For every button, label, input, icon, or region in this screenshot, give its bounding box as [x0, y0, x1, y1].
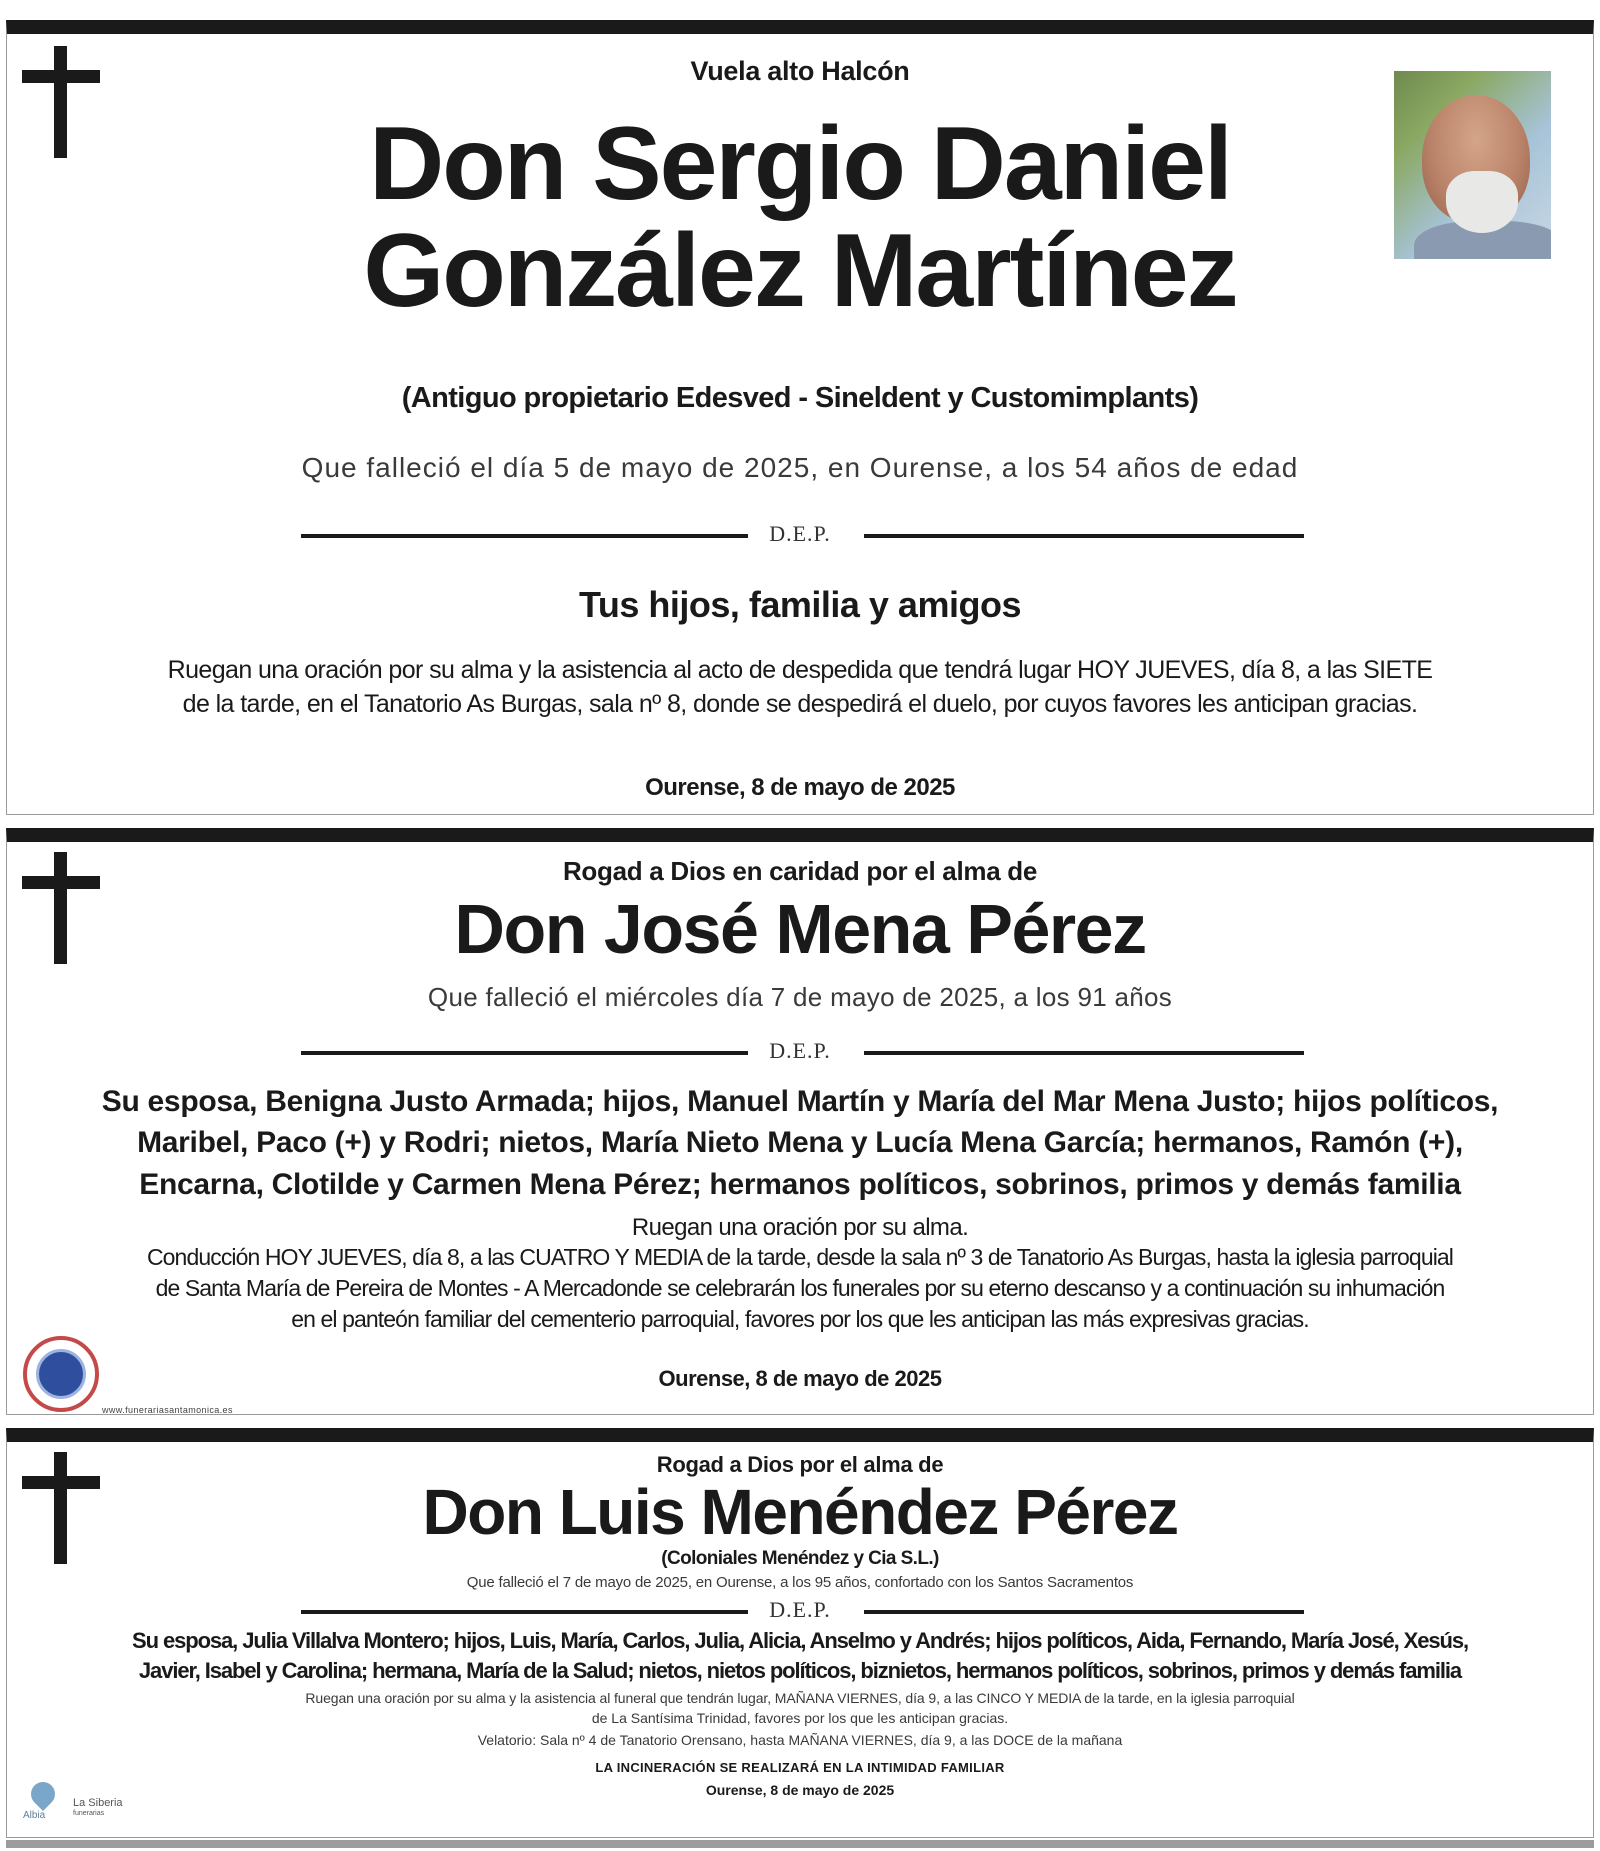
obituary-sergio-gonzalez	[6, 20, 1594, 815]
la-siberia-logo-sub: funerarias	[73, 1809, 105, 1817]
family-line: Tus hijos, familia y amigos	[579, 584, 1021, 625]
body-text-line1: Ruegan una oración por su alma y la asistencia al acto de despedida que tendrá lugar HOY JUEVES, día 8, a las SIETE	[167, 656, 1433, 684]
notice-header: Rogad a Dios por el alma de	[656, 1452, 944, 1477]
notice-subtitle: (Antiguo propietario Edesved - Sineldent y Customimplants)	[401, 382, 1199, 414]
obituary-jose-mena	[6, 828, 1594, 1415]
notice-header: Vuela alto Halcón	[690, 56, 910, 86]
body-text-line2: de la tarde, en el Tanatorio As Burgas, sala nº 8, donde se despedirá el duelo, por cuyos favores les anticipan gracias.	[182, 690, 1418, 718]
obituary-luis-menendez	[6, 1428, 1594, 1838]
vigil-info: Velatorio: Sala nº 4 de Tanatorio Orensano, hasta MAÑANA VIERNES, día 9, a las DOCE de la mañana	[477, 1732, 1123, 1748]
family-line2: Javier, Isabel y Carolina; hermana, María de la Salud; nietos, nietos políticos, biznietos, hermanos políticos, sobrinos, primos y demás familia	[138, 1658, 1462, 1683]
dep-divider	[7, 1597, 1593, 1627]
notice-header: Rogad a Dios en caridad por el alma de	[562, 856, 1038, 886]
place-date: Ourense, 8 de mayo de 2025	[645, 774, 955, 801]
dep-divider	[7, 521, 1593, 551]
la-siberia-logo	[73, 1798, 123, 1817]
dep-label: D.E.P.	[769, 1038, 831, 1063]
bottom-border	[6, 1840, 1594, 1848]
body-text-line3: en el panteón familiar del cementerio parroquial, favores por los que les anticipan las más expresivas gracias.	[291, 1306, 1309, 1332]
deceased-name-line1: Don Sergio Daniel	[369, 106, 1231, 222]
pray-line: Ruegan una oración por su alma.	[631, 1214, 969, 1241]
funeral-home-url: www.funerariasantamonica.es	[102, 1405, 233, 1415]
family-line3: Encarna, Clotilde y Carmen Mena Pérez; hermanos políticos, sobrinos, primos y demás familia	[139, 1168, 1461, 1201]
deceased-name-line2: González Martínez	[363, 213, 1237, 329]
deceased-name: Don José Mena Pérez	[454, 890, 1146, 968]
company-name: (Coloniales Menéndez y Cia S.L.)	[661, 1548, 939, 1569]
deceased-name: Don Luis Menéndez Pérez	[422, 1476, 1178, 1548]
dep-label: D.E.P.	[769, 1597, 831, 1622]
deceased-photo	[1394, 71, 1551, 259]
dep-label: D.E.P.	[769, 521, 831, 546]
family-line1: Su esposa, Benigna Justo Armada; hijos, Manuel Martín y María del Mar Mena Justo; hijos políticos,	[101, 1085, 1499, 1118]
albia-logo-icon	[23, 1782, 63, 1826]
body-text-line1: Conducción HOY JUEVES, día 8, a las CUATRO Y MEDIA de la tarde, desde la sala nº 3 de Tanatorio As Burgas, hasta la iglesia parroquial	[146, 1244, 1454, 1270]
family-line2: Maribel, Paco (+) y Rodri; nietos, María Nieto Mena y Lucía Mena García; hermanos, Ramón (+),	[137, 1126, 1463, 1159]
death-info: Que falleció el 7 de mayo de 2025, en Ourense, a los 95 años, confortado con los Santos Sacramentos	[466, 1574, 1134, 1591]
albia-logo-text: Albia	[23, 1810, 46, 1821]
body-text-line2: de La Santísima Trinidad, favores por los que les anticipan gracias.	[591, 1710, 1009, 1726]
place-date: Ourense, 8 de mayo de 2025	[705, 1782, 895, 1798]
la-siberia-logo-name: La Siberia	[73, 1797, 123, 1809]
body-text-line1: Ruegan una oración por su alma y la asistencia al funeral que tendrán lugar, MAÑANA VIERNES, día 9, a las CINCO Y MEDIA de la tarde, en la iglesia parroquial	[305, 1690, 1295, 1706]
place-date: Ourense, 8 de mayo de 2025	[658, 1366, 942, 1391]
death-info: Que falleció el día 5 de mayo de 2025, en Ourense, a los 54 años de edad	[301, 452, 1299, 483]
cremation-note: LA INCINERACIÓN SE REALIZARÁ EN LA INTIMIDAD FAMILIAR	[595, 1760, 1005, 1775]
family-line1: Su esposa, Julia Villalva Montero; hijos, Luis, María, Carlos, Julia, Alicia, Anselmo y Andrés; hijos políticos, Aida, Fernando, María José, Xesús,	[132, 1628, 1468, 1653]
dep-divider	[7, 1038, 1593, 1068]
death-info: Que falleció el miércoles día 7 de mayo de 2025, a los 91 años	[427, 982, 1173, 1012]
body-text-line2: de Santa María de Pereira de Montes - A Mercadonde se celebrarán los funerales por su eterno descanso y a continuación su inhumación	[155, 1275, 1445, 1301]
